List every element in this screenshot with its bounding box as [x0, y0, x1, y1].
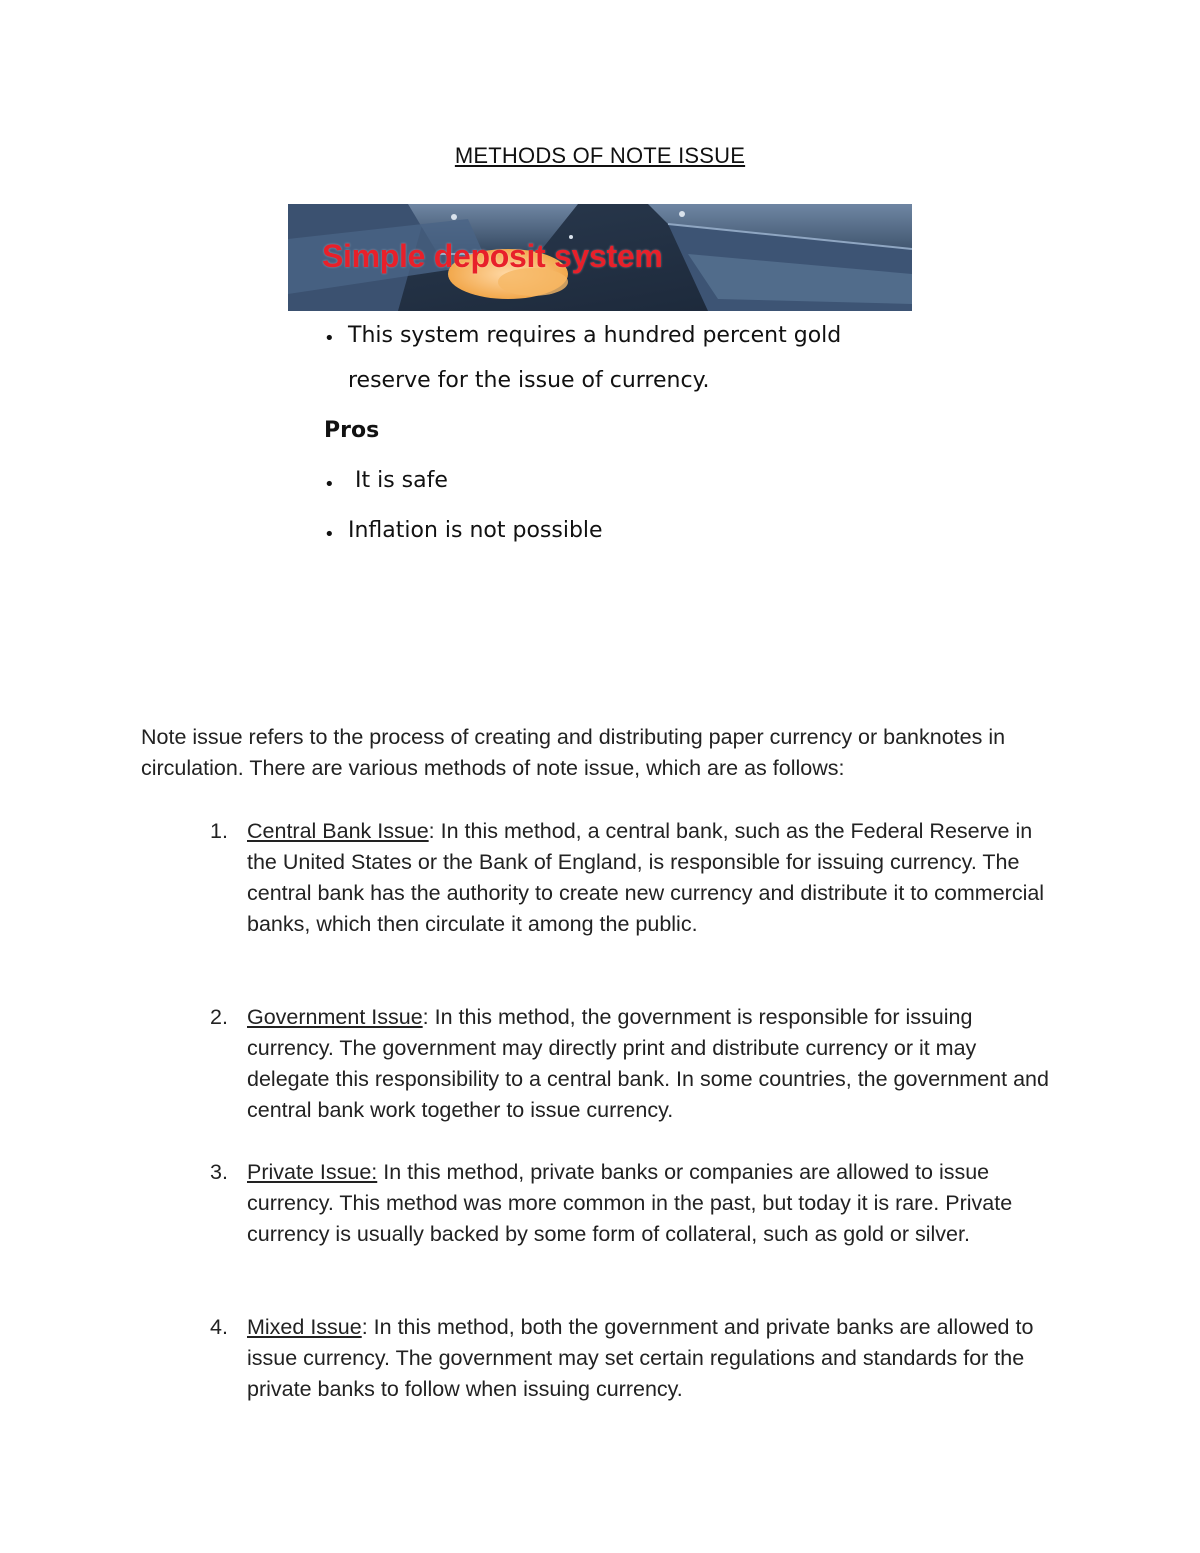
method-separator: : — [361, 1315, 368, 1339]
method-name: Government Issue — [247, 1005, 423, 1029]
method-description: In this method, both the government and private banks are allowed to issue currency. The government may set certain regulations and standards for the private banks to follow when issuing currency. — [247, 1315, 1034, 1401]
pros-heading: Pros — [324, 418, 380, 443]
bullet-icon: • — [324, 524, 335, 545]
list-item-number: 1. — [210, 819, 228, 843]
list-item-text — [247, 816, 1057, 940]
method-description: In this method, private banks or companies are allowed to issue currency. This method was more common in the past, but today it is rare. Private currency is usually backed by some form of collateral, such as gold or silver. — [247, 1160, 1013, 1246]
method-description: In this method, the government is responsible for issuing currency. The government may directly print and distribute currency or it may delegate this responsibility to a central bank. In some countries, the government and central bank work together to issue currency. — [247, 1005, 1049, 1122]
method-description: In this method, a central bank, such as the Federal Reserve in the United States or the Bank of England, is responsible for issuing currency. The central bank has the authority to create new currency and distribute it to commercial banks, which then circulate it among the public. — [247, 819, 1045, 936]
page-title: METHODS OF NOTE ISSUE — [454, 143, 746, 168]
slide-banner-image — [288, 204, 912, 311]
pros-item: Inflation is not possible — [348, 518, 603, 543]
pros-item: It is safe — [355, 468, 448, 493]
bullet-icon: • — [324, 328, 335, 349]
method-name: Private Issue: — [247, 1160, 378, 1184]
method-name: Mixed Issue — [247, 1315, 362, 1339]
slide-description-line1: This system requires a hundred percent gold — [348, 323, 842, 348]
list-item-number: 2. — [210, 1005, 228, 1029]
list-item-text — [247, 1312, 1057, 1405]
intro-paragraph: Note issue refers to the process of creating and distributing paper currency or banknotes in circulation. There are various methods of note issue, which are as follows: — [141, 725, 1006, 780]
slide-description-line2: reserve for the issue of currency. — [348, 368, 710, 393]
list-item-text — [247, 1002, 1057, 1126]
bullet-icon: • — [324, 474, 335, 495]
banner-title: Simple deposit system — [322, 238, 663, 274]
method-separator: : — [428, 819, 435, 843]
list-item-text — [247, 1157, 1057, 1250]
method-separator: : — [422, 1005, 429, 1029]
list-item-number: 3. — [210, 1160, 228, 1184]
method-name: Central Bank Issue — [247, 819, 429, 843]
list-item-number: 4. — [210, 1315, 228, 1339]
